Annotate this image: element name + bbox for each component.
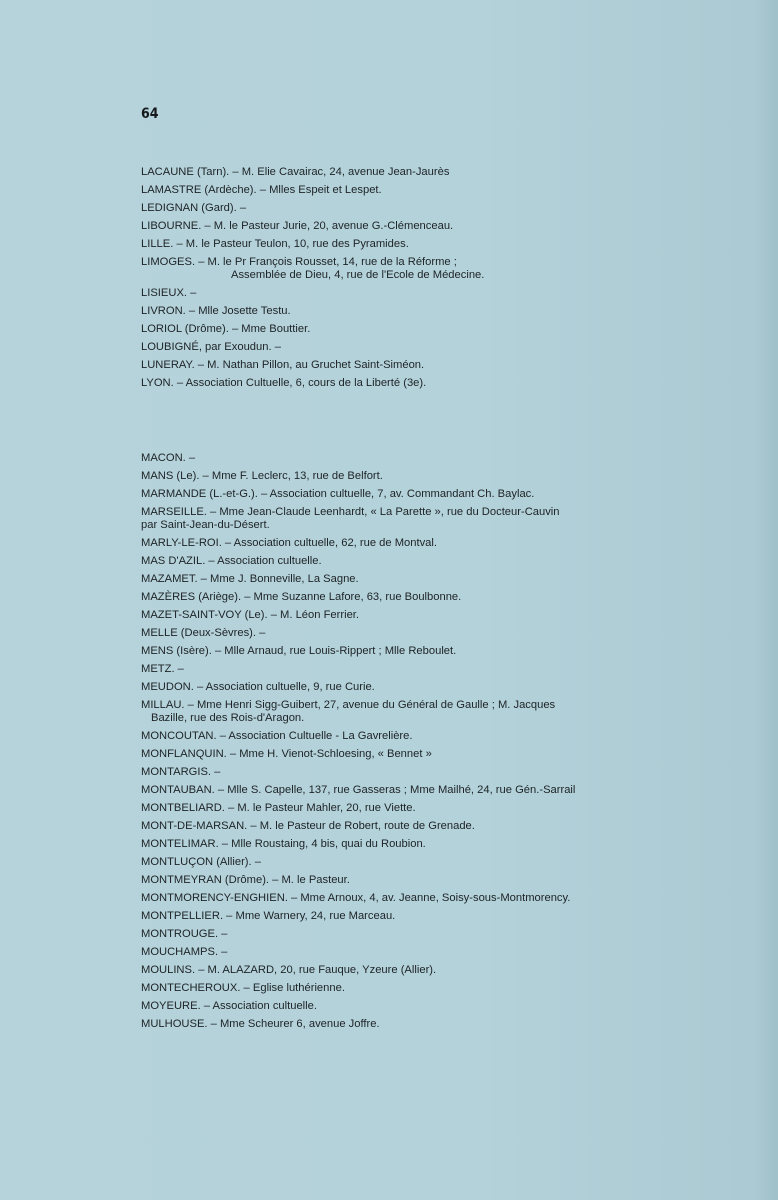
directory-entry: MARMANDE (L.-et-G.). – Association cultuelle, 7, av. Commandant Ch. Baylac. [141, 488, 535, 500]
directory-entry: MACON. – [141, 452, 196, 464]
directory-entry: LUNERAY. – M. Nathan Pillon, au Gruchet Saint-Siméon. [141, 359, 425, 371]
directory-entry: LISIEUX. – [141, 287, 197, 299]
directory-entry: LEDIGNAN (Gard). – [141, 202, 247, 214]
directory-entry: MAZET-SAINT-VOY (Le). – M. Léon Ferrier. [141, 609, 360, 621]
directory-entry: LIMOGES. – M. le Pr François Rousset, 14, rue de la Réforme ; [141, 256, 457, 268]
directory-entry: MAS D'AZIL. – Association cultuelle. [141, 555, 322, 567]
directory-entry: MOYEURE. – Association cultuelle. [141, 1000, 317, 1012]
directory-entry: MULHOUSE. – Mme Scheurer 6, avenue Joffre. [141, 1018, 380, 1030]
directory-entry: MONTLUÇON (Allier). – [141, 856, 261, 868]
directory-entry: LIBOURNE. – M. le Pasteur Jurie, 20, avenue G.-Clémenceau. [141, 220, 454, 232]
directory-entry: MONTECHEROUX. – Eglise luthérienne. [141, 982, 345, 994]
directory-entry-continuation: Bazille, rue des Rois-d'Aragon. [151, 712, 305, 724]
directory-entry: MOULINS. – M. ALAZARD, 20, rue Fauque, Yzeure (Allier). [141, 964, 437, 976]
directory-entry: MONTARGIS. – [141, 766, 221, 778]
directory-entry: MELLE (Deux-Sèvres). – [141, 627, 266, 639]
directory-entry: MAZÈRES (Ariège). – Mme Suzanne Lafore, 63, rue Boulbonne. [141, 591, 462, 603]
directory-entry: LAMASTRE (Ardèche). – Mlles Espeit et Lespet. [141, 184, 382, 196]
directory-entry: LOUBIGNÉ, par Exoudun. – [141, 341, 281, 353]
directory-entry-continuation: par Saint-Jean-du-Désert. [141, 519, 270, 531]
directory-entry: METZ. – [141, 663, 184, 675]
directory-entry: MANS (Le). – Mme F. Leclerc, 13, rue de Belfort. [141, 470, 383, 482]
directory-entry: MEUDON. – Association cultuelle, 9, rue Curie. [141, 681, 375, 693]
directory-entry: MONTMEYRAN (Drôme). – M. le Pasteur. [141, 874, 350, 886]
directory-entry: LACAUNE (Tarn). – M. Elie Cavairac, 24, avenue Jean-Jaurès [141, 166, 450, 178]
directory-entry: MONTELIMAR. – Mlle Roustaing, 4 bis, quai du Roubion. [141, 838, 426, 850]
directory-entry-continuation: Assemblée de Dieu, 4, rue de l'Ecole de Médecine. [231, 269, 485, 281]
directory-section-l [141, 166, 701, 390]
directory-entry: MENS (Isère). – Mlle Arnaud, rue Louis-Rippert ; Mlle Reboulet. [141, 645, 457, 657]
directory-entry: MAZAMET. – Mme J. Bonneville, La Sagne. [141, 573, 359, 585]
directory-entry: MARLY-LE-ROI. – Association cultuelle, 62, rue de Montval. [141, 537, 437, 549]
directory-entry: MONTAUBAN. – Mlle S. Capelle, 137, rue Gasseras ; Mme Mailhé, 24, rue Gén.-Sarrail [141, 784, 576, 796]
directory-entry: MONFLANQUIN. – Mme H. Vienot-Schloesing, « Bennet » [141, 748, 432, 760]
directory-entry: MILLAU. – Mme Henri Sigg-Guibert, 27, avenue du Général de Gaulle ; M. Jacques [141, 699, 556, 711]
directory-entry: MOUCHAMPS. – [141, 946, 228, 958]
directory-entry: LYON. – Association Cultuelle, 6, cours de la Liberté (3e). [141, 377, 427, 389]
directory-entry: MONCOUTAN. – Association Cultuelle - La Gavrelière. [141, 730, 413, 742]
page-number: 64 [141, 106, 159, 122]
directory-section-m [141, 452, 701, 1031]
directory-entry: LIVRON. – Mlle Josette Testu. [141, 305, 291, 317]
directory-entry: MARSEILLE. – Mme Jean-Claude Leenhardt, « La Parette », rue du Docteur-Cauvin [141, 506, 560, 518]
directory-entry: MONT-DE-MARSAN. – M. le Pasteur de Robert, route de Grenade. [141, 820, 475, 832]
directory-entry: MONTPELLIER. – Mme Warnery, 24, rue Marceau. [141, 910, 396, 922]
directory-entry: MONTBELIARD. – M. le Pasteur Mahler, 20, rue Viette. [141, 802, 416, 814]
directory-entry: LORIOL (Drôme). – Mme Bouttier. [141, 323, 311, 335]
directory-entry: LILLE. – M. le Pasteur Teulon, 10, rue des Pyramides. [141, 238, 409, 250]
directory-entry: MONTROUGE. – [141, 928, 228, 940]
directory-entry: MONTMORENCY-ENGHIEN. – Mme Arnoux, 4, av. Jeanne, Soisy-sous-Montmorency. [141, 892, 571, 904]
